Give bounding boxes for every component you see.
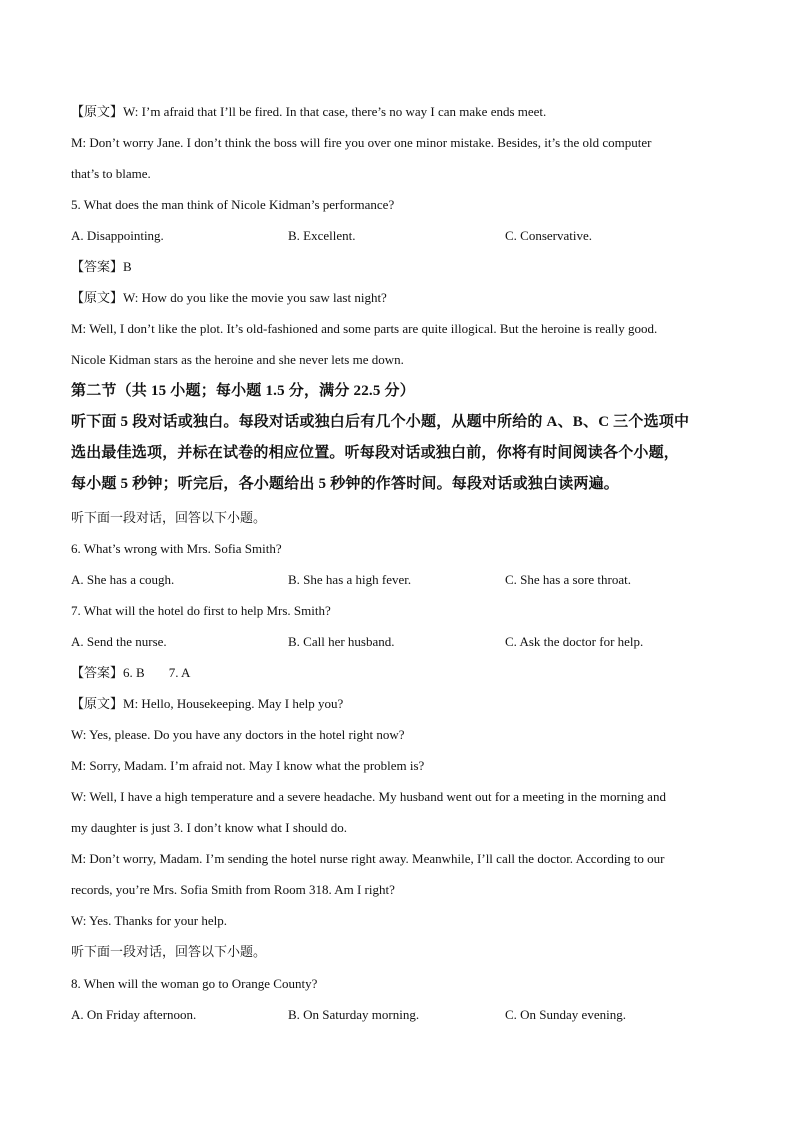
- transcript-line: 【原文】M: Hello, Housekeeping. May I help you?: [71, 696, 344, 711]
- transcript-tag: 【原文】: [71, 696, 124, 711]
- dialog-intro: 听下面一段对话，回答以下小题。: [71, 944, 267, 959]
- transcript-line: M: Don’t worry Jane. I don’t think the boss will fire you over one minor mistake. Besides, it’s the old computer: [71, 135, 652, 150]
- answer-value: 6. B: [123, 665, 145, 680]
- section-heading: 第二节（共 15 小题；每小题 1.5 分，满分 22.5 分）: [71, 383, 415, 399]
- transcript-line: that’s to blame.: [71, 166, 151, 181]
- transcript-tag: 【原文】: [71, 290, 124, 305]
- transcript-line: W: Yes, please. Do you have any doctors in the hotel right now?: [71, 727, 405, 742]
- transcript-line: M: Sorry, Madam. I’m afraid not. May I know what the problem is?: [71, 758, 425, 773]
- option-a: A. She has a cough.: [71, 572, 175, 587]
- transcript-line: Nicole Kidman stars as the heroine and she never lets me down.: [71, 352, 404, 367]
- section-instructions: 听下面 5 段对话或独白。每段对话或独白后有几个小题，从题中所给的 A、B、C 三个选项中: [71, 414, 690, 430]
- transcript-line: 【原文】W: How do you like the movie you saw last night?: [71, 290, 387, 305]
- option-b: B. She has a high fever.: [288, 572, 412, 587]
- option-b: B. On Saturday morning.: [288, 1007, 420, 1022]
- transcript-line: M: Don’t worry, Madam. I’m sending the hotel nurse right away. Meanwhile, I’ll call the doctor. According to our: [71, 851, 665, 866]
- option-a: A. Send the nurse.: [71, 634, 167, 649]
- dialog-intro: 听下面一段对话，回答以下小题。: [71, 510, 267, 525]
- transcript-line: W: Well, I have a high temperature and a severe headache. My husband went out for a meeting in the morning and: [71, 789, 666, 804]
- option-c: C. Ask the doctor for help.: [505, 634, 644, 649]
- answer-tag: 【答案】: [71, 665, 124, 680]
- option-a: A. Disappointing.: [71, 228, 164, 243]
- answer-tag: 【答案】: [71, 259, 124, 274]
- option-b: B. Call her husband.: [288, 634, 395, 649]
- transcript-line: W: Yes. Thanks for your help.: [71, 913, 227, 928]
- question-6: 6. What’s wrong with Mrs. Sofia Smith?: [71, 541, 282, 556]
- transcript-line: records, you’re Mrs. Sofia Smith from Room 318. Am I right?: [71, 882, 395, 897]
- option-a: A. On Friday afternoon.: [71, 1007, 197, 1022]
- transcript-line: my daughter is just 3. I don’t know what I should do.: [71, 820, 347, 835]
- question-8: 8. When will the woman go to Orange County?: [71, 976, 318, 991]
- transcript-tag: 【原文】: [71, 104, 124, 119]
- transcript-line: 【原文】W: I’m afraid that I’ll be fired. In that case, there’s no way I can make ends meet.: [71, 104, 547, 119]
- transcript-line: M: Well, I don’t like the plot. It’s old-fashioned and some parts are quite illogical. But the heroine is really good.: [71, 321, 658, 336]
- question-7: 7. What will the hotel do first to help Mrs. Smith?: [71, 603, 331, 618]
- option-c: C. She has a sore throat.: [505, 572, 632, 587]
- question-5: 5. What does the man think of Nicole Kidman’s performance?: [71, 197, 395, 212]
- answer-line: [71, 665, 190, 681]
- option-b: B. Excellent.: [288, 228, 356, 243]
- answer-line: [71, 259, 132, 275]
- answer-value: 7. A: [168, 665, 191, 680]
- option-c: C. Conservative.: [505, 228, 593, 243]
- option-c: C. On Sunday evening.: [505, 1007, 626, 1022]
- section-instructions: 选出最佳选项，并标在试卷的相应位置。听每段对话或独白前，你将有时间阅读各个小题，: [71, 445, 680, 461]
- section-instructions: 每小题 5 秒钟；听完后，各小题给出 5 秒钟的作答时间。每段对话或独白读两遍。: [71, 476, 620, 492]
- answer-value: B: [123, 259, 132, 274]
